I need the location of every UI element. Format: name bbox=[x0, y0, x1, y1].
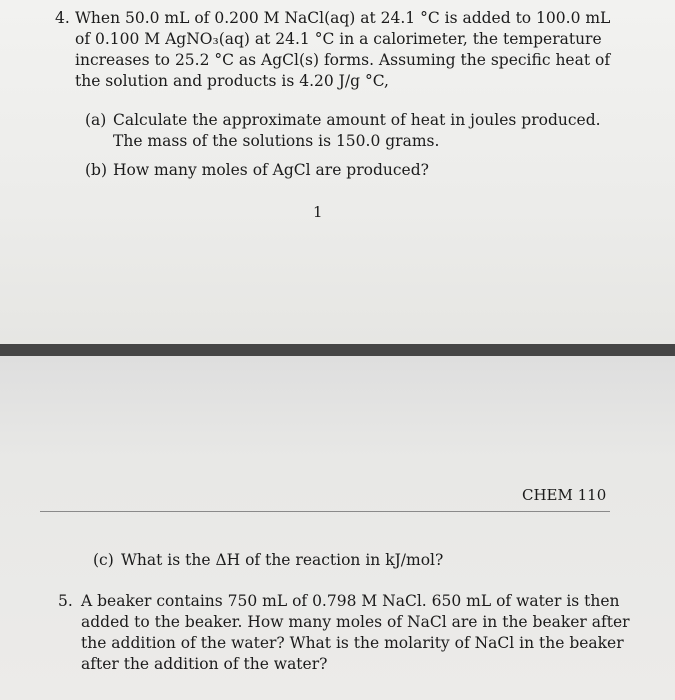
page-number: 1 bbox=[313, 203, 323, 221]
question-5-line: added to the beaker. How many moles of NaCl are in the beaker after bbox=[81, 613, 630, 631]
part-a-label: (a) bbox=[85, 111, 107, 129]
question-4-number: 4. bbox=[55, 9, 70, 27]
question-4-text bbox=[75, 8, 610, 92]
page-divider bbox=[0, 344, 675, 356]
question-4-line: the solution and products is 4.20 J/g °C, bbox=[75, 72, 389, 90]
question-5-line: after the addition of the water? bbox=[81, 655, 328, 673]
part-b-label: (b) bbox=[85, 161, 108, 179]
part-a-line: Calculate the approximate amount of heat in joules produced. bbox=[113, 111, 601, 129]
question-4-line: increases to 25.2 °C as AgCl(s) forms. Assuming the specific heat of bbox=[75, 51, 611, 69]
question-5-number: 5. bbox=[58, 592, 73, 610]
part-a-line: The mass of the solutions is 150.0 grams. bbox=[113, 132, 440, 150]
part-c-text bbox=[121, 550, 443, 571]
course-header: CHEM 110 bbox=[522, 486, 607, 504]
question-4-line: of 0.100 M AgNO₃(aq) at 24.1 °C in a calorimeter, the temperature bbox=[75, 30, 602, 48]
question-5-line: the addition of the water? What is the molarity of NaCl in the beaker bbox=[81, 634, 624, 652]
part-c-line: What is the ΔH of the reaction in kJ/mol? bbox=[121, 551, 444, 569]
question-5-line: A beaker contains 750 mL of 0.798 M NaCl. 650 mL of water is then bbox=[81, 592, 620, 610]
part-b-line: How many moles of AgCl are produced? bbox=[113, 161, 429, 179]
part-a-text bbox=[113, 110, 601, 152]
header-rule bbox=[40, 511, 610, 512]
part-c-label: (c) bbox=[93, 551, 114, 569]
question-4-line: When 50.0 mL of 0.200 M NaCl(aq) at 24.1 °C is added to 100.0 mL bbox=[75, 9, 611, 27]
part-b-text bbox=[113, 160, 429, 181]
question-5-text bbox=[81, 591, 630, 675]
